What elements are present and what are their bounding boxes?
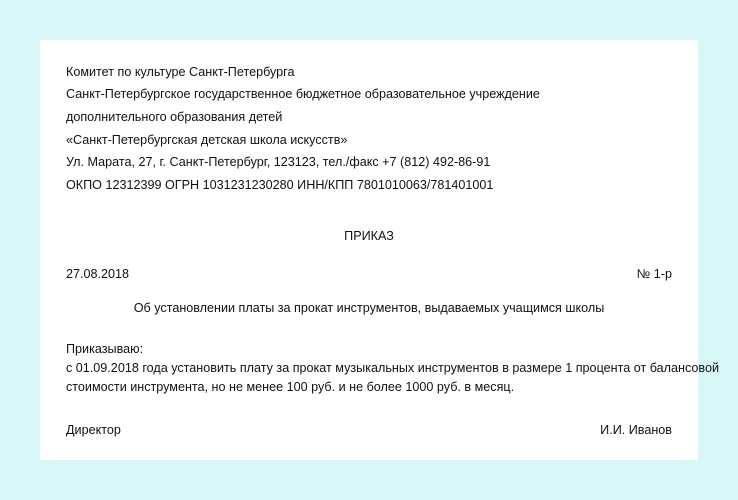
school-name: «Санкт-Петербургская детская школа искусств»: [66, 133, 348, 147]
document-number: № 1-р: [636, 267, 672, 281]
signatory-name: И.И. Иванов: [600, 423, 672, 437]
organization-name-line-1: Санкт-Петербургское государственное бюджетное образовательное учреждение: [66, 87, 540, 101]
organization-name-line-2: дополнительного образования детей: [66, 110, 283, 124]
document-date: 27.08.2018: [66, 267, 130, 281]
document-subject: Об установлении платы за прокат инструментов, выдаваемых учащимся школы: [133, 301, 605, 315]
organization-committee: Комитет по культуре Санкт-Петербурга: [66, 65, 295, 79]
document-page: [40, 40, 719, 460]
order-text-line-1: с 01.09.2018 года установить плату за прокат музыкальных инструментов в размере 1 процента от балансовой: [66, 361, 719, 375]
document-title: ПРИКАЗ: [344, 229, 394, 243]
organization-address: Ул. Марата, 27, г. Санкт-Петербург, 123123, тел./факс +7 (812) 492-86-91: [66, 155, 491, 169]
organization-codes: ОКПО 12312399 ОГРН 1031231230280 ИНН/КПП 7801010063/781401001: [66, 178, 494, 192]
order-text-line-2: стоимости инструмента, но не менее 100 руб. и не более 1000 руб. в месяц.: [66, 380, 515, 394]
signatory-title: Директор: [66, 423, 121, 437]
order-label: Приказываю:: [66, 342, 144, 356]
